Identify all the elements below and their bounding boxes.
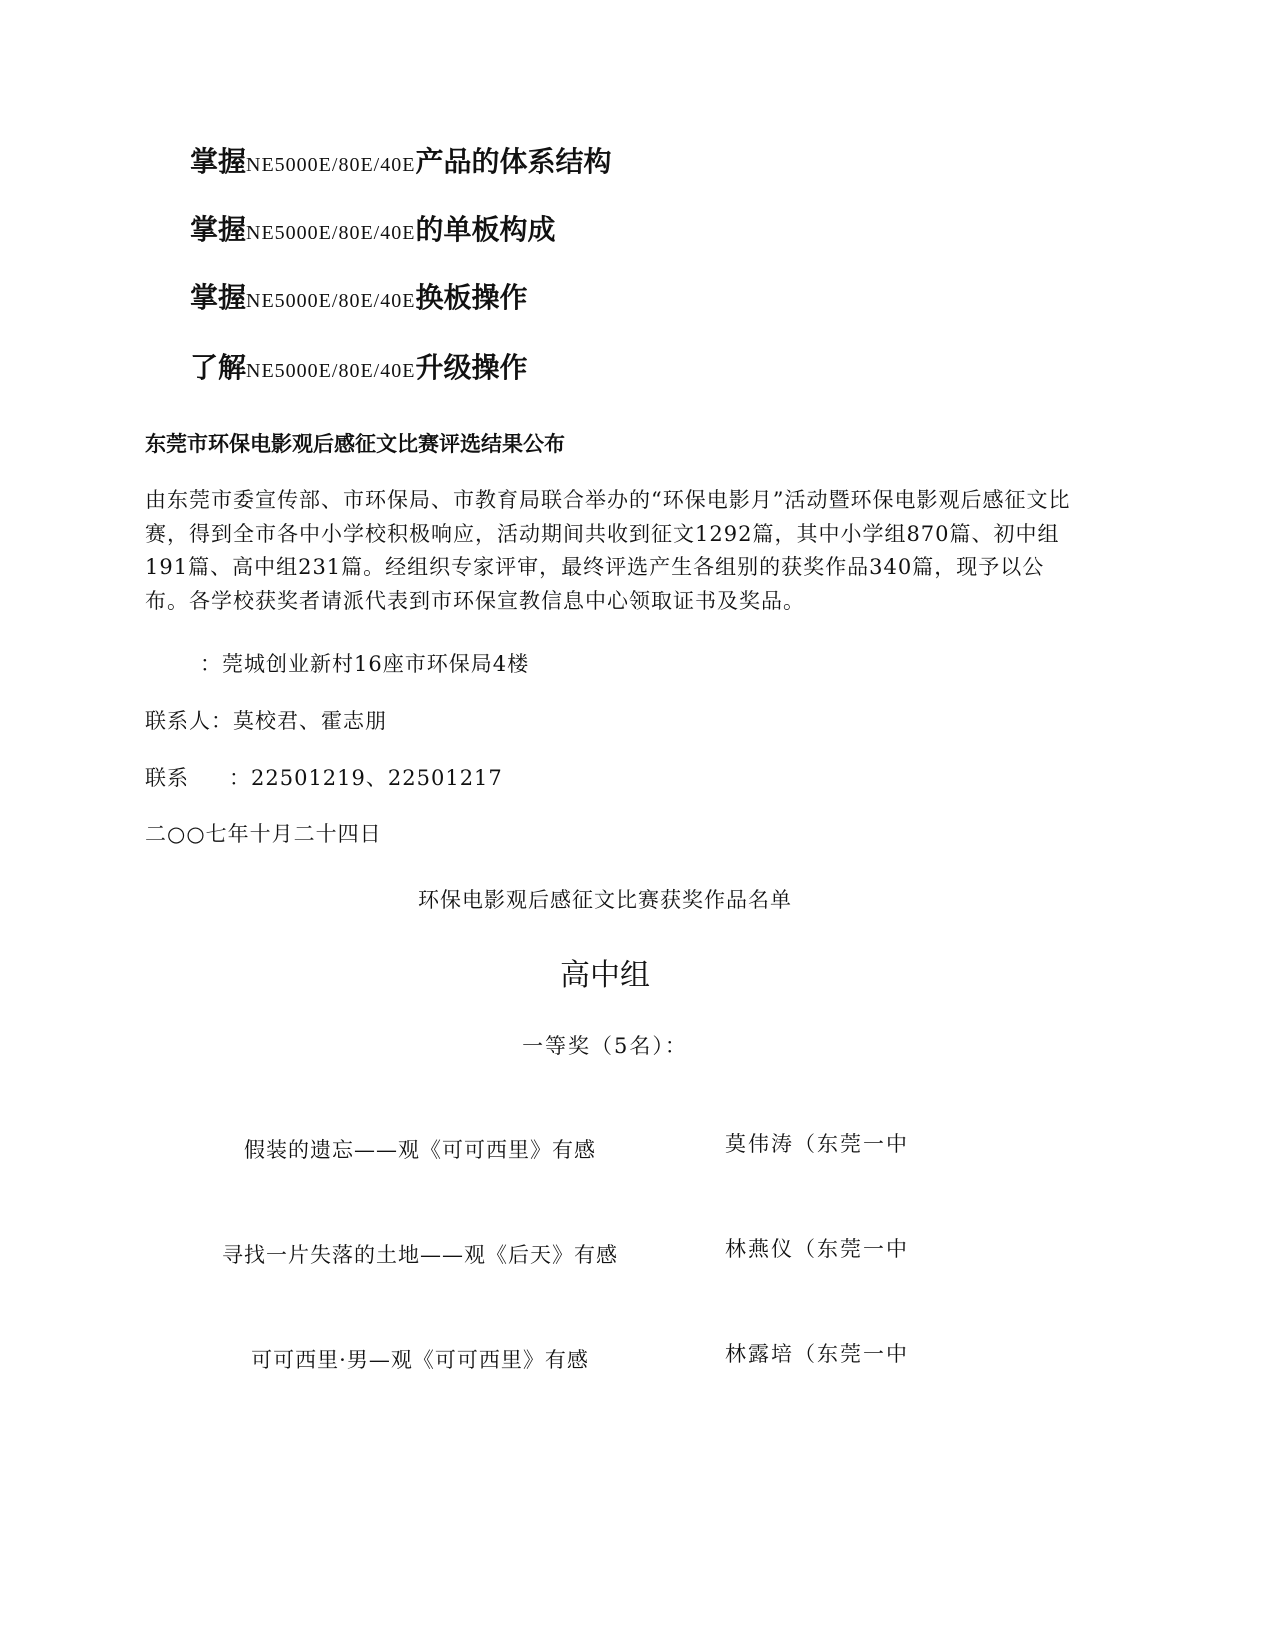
phone-label: 联系 xyxy=(145,766,189,790)
objective-4-verb: 了解 xyxy=(190,351,247,384)
award-entry xyxy=(0,1128,1275,1168)
date-line: 二○○七年十月二十四日 xyxy=(145,822,382,846)
phone-numbers: ：22501219、22501217 xyxy=(229,766,503,790)
award-entry-author: 林燕仪（东莞一中 xyxy=(725,1237,909,1261)
objective-4-product: NE5000E/80E/40E xyxy=(246,360,416,382)
group-title: 高中组 xyxy=(560,958,650,993)
objective-4-rest: 升级操作 xyxy=(415,351,528,384)
objective-1-verb: 掌握 xyxy=(190,145,247,178)
award-entry-title: 可可西里·男—观《可可西里》有感 xyxy=(251,1348,589,1372)
objective-2-product: NE5000E/80E/40E xyxy=(246,222,416,244)
award-entry xyxy=(0,1233,1275,1273)
award-list-title: 环保电影观后感征文比赛获奖作品名单 xyxy=(418,888,792,912)
objective-2-rest: 的单板构成 xyxy=(415,213,556,246)
objective-3-product: NE5000E/80E/40E xyxy=(246,290,416,312)
objective-3-rest: 换板操作 xyxy=(415,281,528,314)
objective-2-verb: 掌握 xyxy=(190,213,247,246)
objective-2 xyxy=(190,213,556,246)
objective-1 xyxy=(190,145,612,178)
award-entry xyxy=(0,1338,1275,1378)
address-line: ：莞城创业新村16座市环保局4楼 xyxy=(200,652,530,676)
award-entry-author: 莫伟涛（东莞一中 xyxy=(725,1132,909,1156)
award-entry-author: 林露培（东莞一中 xyxy=(725,1342,909,1366)
objective-4 xyxy=(190,351,528,384)
article-title: 东莞市环保电影观后感征文比赛评选结果公布 xyxy=(145,431,565,456)
objective-3-verb: 掌握 xyxy=(190,281,247,314)
award-entry-title: 寻找一片失落的土地——观《后天》有感 xyxy=(222,1243,618,1267)
objective-1-rest: 产品的体系结构 xyxy=(415,145,612,178)
award-entry-title: 假装的遗忘——观《可可西里》有感 xyxy=(244,1138,596,1162)
phone-line xyxy=(145,762,503,792)
prize-heading: 一等奖（5名）： xyxy=(522,1034,688,1058)
contact-line: 联系人：莫校君、霍志朋 xyxy=(145,709,387,733)
article-body: 由东莞市委宣传部、市环保局、市教育局联合举办的“环保电影月”活动暨环保电影观后感征文比赛，得到全市各中小学校积极响应，活动期间共收到征文1292篇，其中小学组870篇、初中组191篇、高中组231篇。经组织专家评审，最终评选产生各组别的获奖作品340篇，现予以公布。各学校获奖者请派代表到市环保宣教信息中心领取证书及奖品。 xyxy=(145,488,1071,613)
objective-3 xyxy=(190,281,528,314)
objective-1-product: NE5000E/80E/40E xyxy=(246,154,416,176)
